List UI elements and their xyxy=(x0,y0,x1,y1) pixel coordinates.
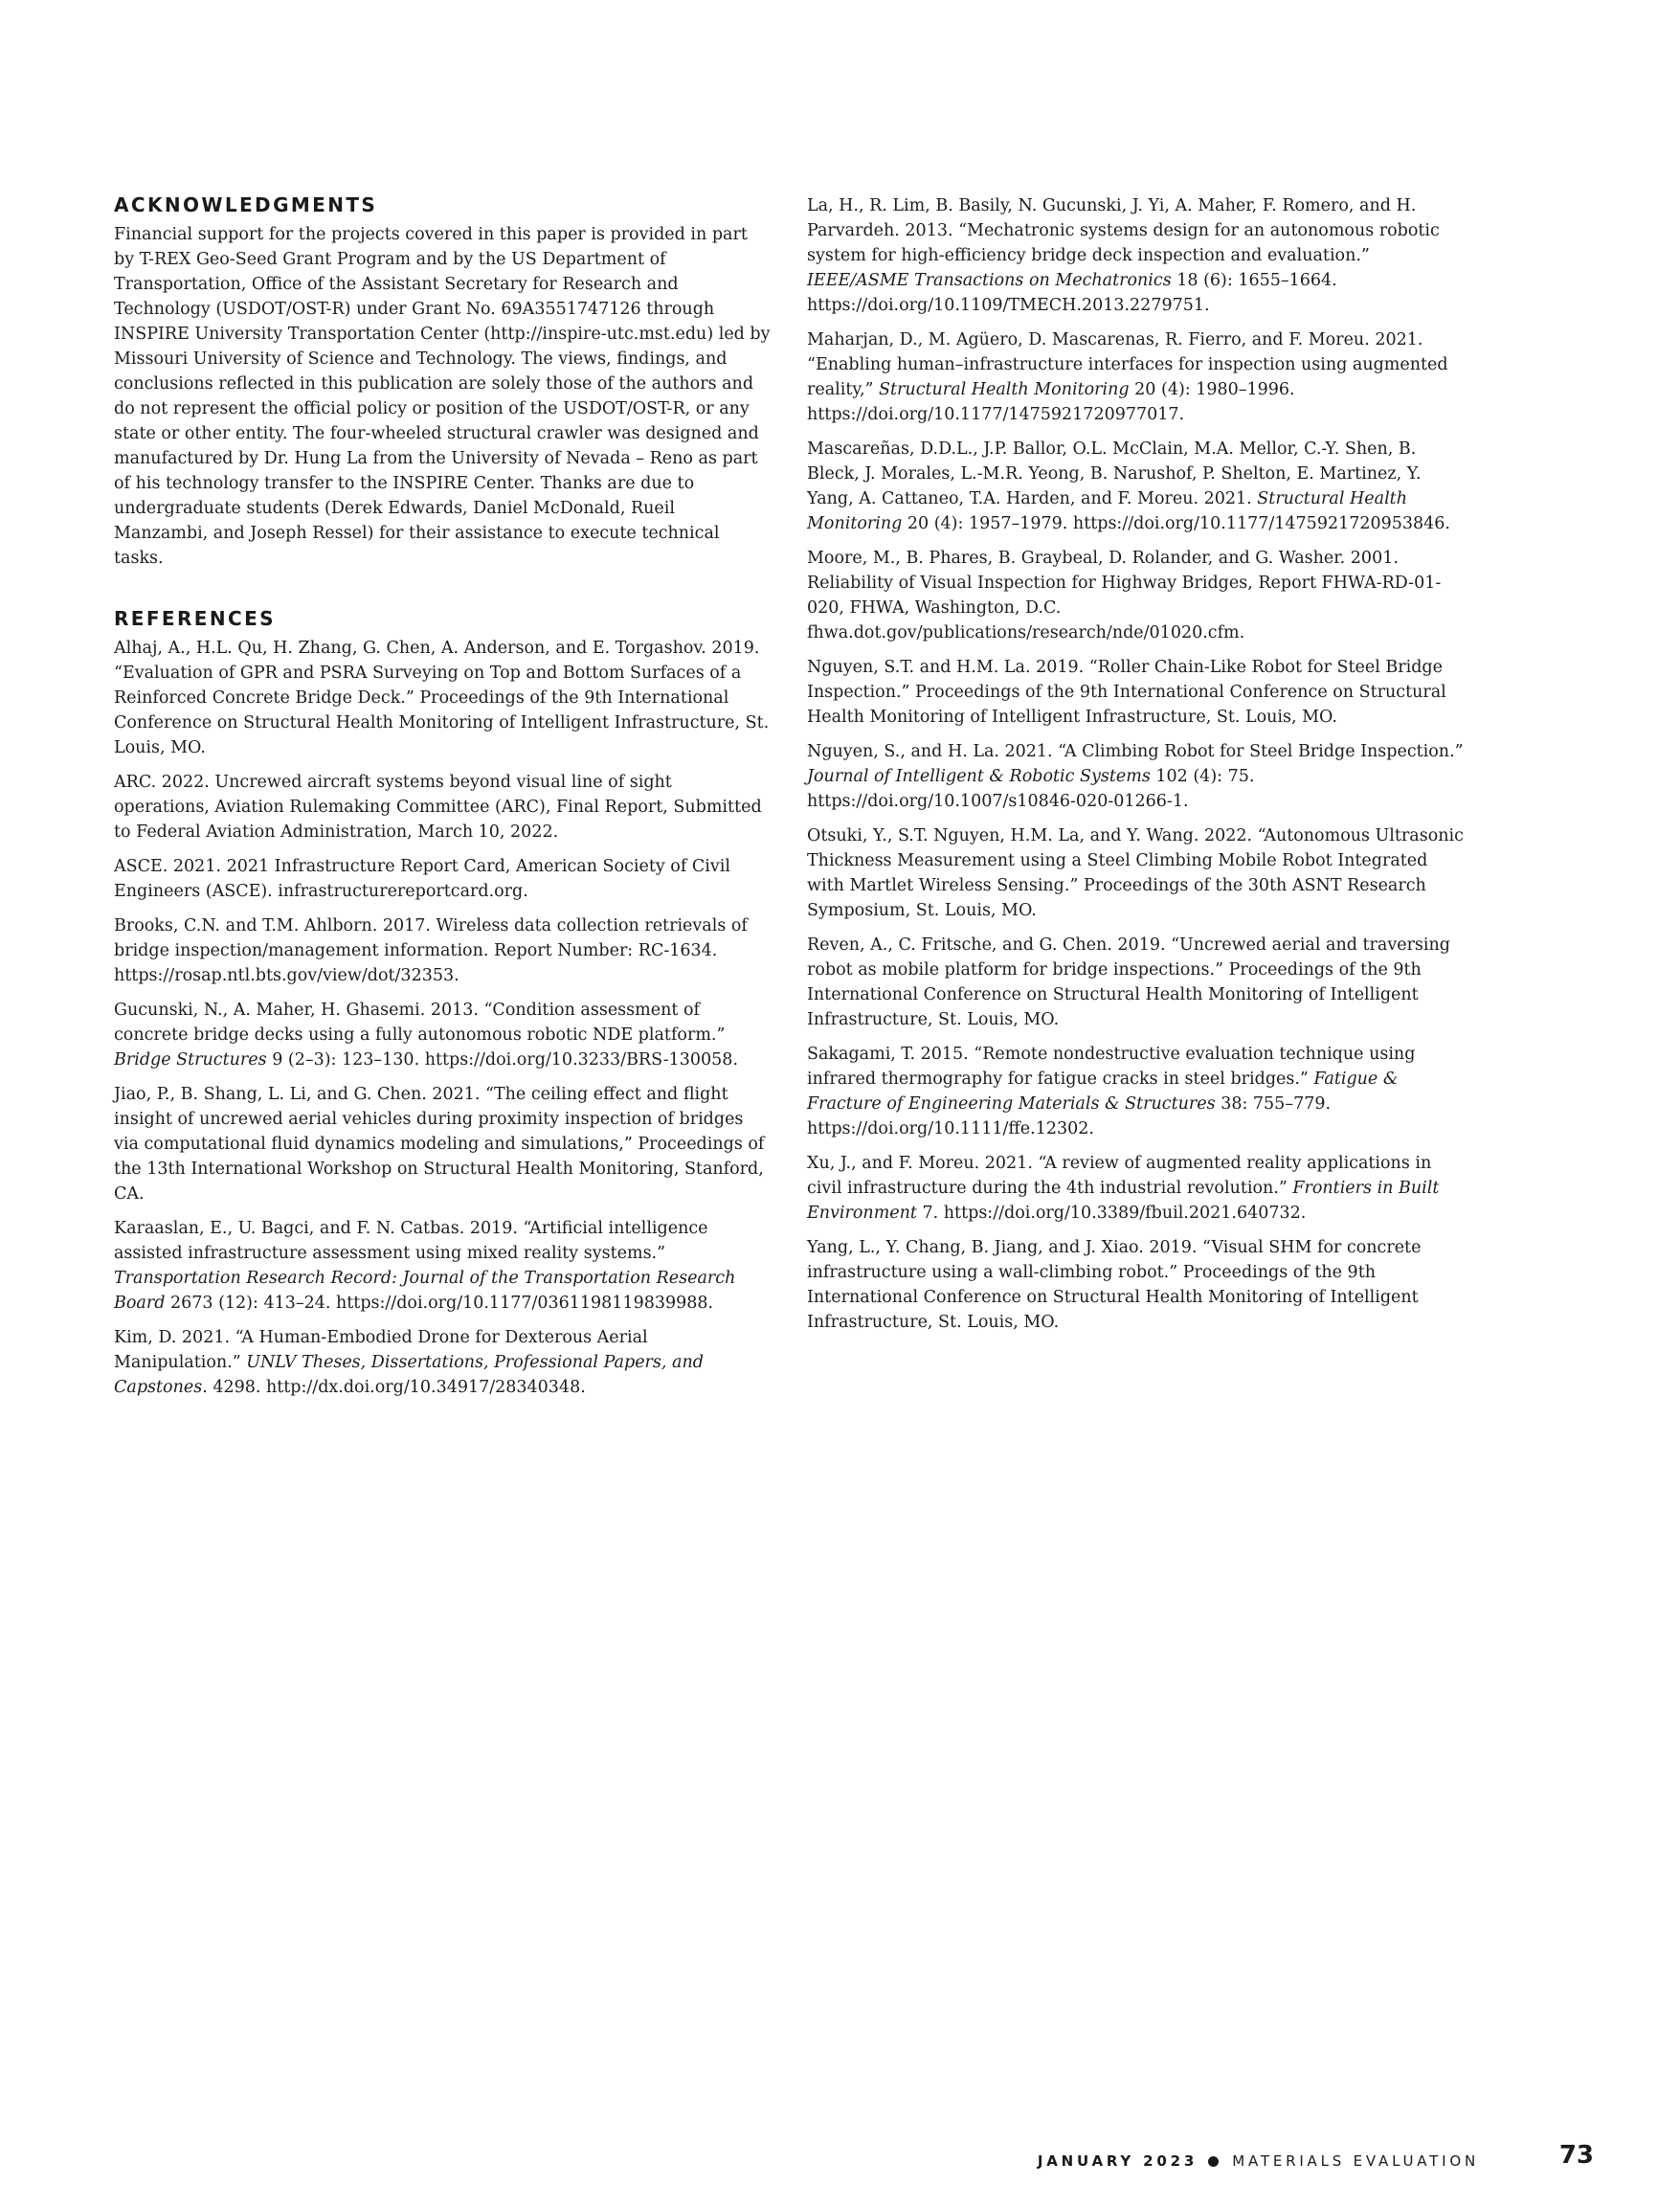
reference-item: Sakagami, T. 2015. “Remote nondestructive evaluation technique using infrared thermography for fatigue cracks in steel bridges.” Fatigue & Fracture of Engineering Materials & Structures 38: 755–779. https://doi.org/10.1111/ffe.12302. xyxy=(807,1045,1416,1138)
reference-item: Nguyen, S.T. and H.M. La. 2019. “Roller Chain-Like Robot for Steel Bridge Inspection.” Proceedings of the 9th International Conference on Structural Health Monitoring of Intelligent Infrastructure, St. Louis, MO. xyxy=(807,658,1446,727)
page-number: 73 xyxy=(1558,2141,1594,2170)
reference-item: Otsuki, Y., S.T. Nguyen, H.M. La, and Y. Wang. 2022. “Autonomous Ultrasonic Thickness Measurement using a Steel Climbing Mobile Robot Integrated with Martlet Wireless Sensing.” Proceedings of the 30th ASNT Research Symposium, St. Louis, MO. xyxy=(807,826,1464,920)
bullet-icon xyxy=(1208,2156,1219,2167)
reference-item: Jiao, P., B. Shang, L. Li, and G. Chen. 2021. “The ceiling effect and flight insight of uncrewed aerial vehicles during proximity inspection of bridges via computational fluid dynamics modeling and simulations,” Proceedings of the 13th International Workshop on Structural Health Monitoring, Stanford, CA. xyxy=(114,1085,765,1204)
reference-item: Brooks, C.N. and T.M. Ahlborn. 2017. Wireless data collection retrievals of bridge inspection/management information. Report Number: RC-1634. https://rosap.ntl.bts.gov/view/dot/32353. xyxy=(114,916,748,985)
reference-item: Kim, D. 2021. “A Human-Embodied Drone for Dexterous Aerial Manipulation.” UNLV Theses, Dissertations, Professional Papers, and Capstones. 4298. http://dx.doi.org/10.34917/28340348. xyxy=(114,1328,704,1397)
page-footer xyxy=(957,2133,1594,2172)
reference-item: Yang, L., Y. Chang, B. Jiang, and J. Xiao. 2019. “Visual SHM for concrete infrastructure using a wall-climbing robot.” Proceedings of the 9th International Conference on Structural Health Monitoring of Intelligent Infrastructure, St. Louis, MO. xyxy=(807,1238,1422,1332)
right-column xyxy=(807,193,1467,1344)
reference-item: Moore, M., B. Phares, B. Graybeal, D. Rolander, and G. Washer. 2001. Reliability of Visual Inspection for Highway Bridges, Report FHWA-RD-01-020, FHWA, Washington, D.C. fhwa.dot.gov/publications/research/nde/01020.cfm. xyxy=(807,549,1442,642)
reference-item: Xu, J., and F. Moreu. 2021. “A review of augmented reality applications in civil infrastructure during the 4th industrial revolution.” Frontiers in Built Environment 7. https://doi.org/10.3389/fbuil.2021.640732. xyxy=(807,1154,1440,1223)
reference-item: Mascareñas, D.D.L., J.P. Ballor, O.L. McClain, M.A. Mellor, C.-Y. Shen, B. Bleck, J. Morales, L.-M.R. Yeong, B. Narushof, P. Shelton, E. Martinez, Y. Yang, A. Cattaneo, T.A. Harden, and F. Moreu. 2021. Structural Health Monitoring 20 (4): 1957–1979. https://doi.org/10.1177/1475921720953846. xyxy=(807,439,1450,533)
acknowledgments-heading: ACKNOWLEDGMENTS xyxy=(114,193,378,216)
reference-item: Gucunski, N., A. Maher, H. Ghasemi. 2013. “Condition assessment of concrete bridge decks using a fully autonomous robotic NDE platform.” Bridge Structures 9 (2–3): 123–130. https://doi.org/10.3233/BRS-130058. xyxy=(114,1001,739,1070)
reference-item: La, H., R. Lim, B. Basily, N. Gucunski, J. Yi, A. Maher, F. Romero, and H. Parvardeh. 2013. “Mechatronic systems design for an autonomous robotic system for high-efficiency bridge deck inspection and evaluation.” IEEE/ASME Transactions on Mechatronics 18 (6): 1655–1664. https://doi.org/10.1109/TMECH.2013.2279751. xyxy=(807,196,1440,315)
footer-date: JANUARY 2023 xyxy=(1037,2152,1198,2170)
reference-item: Karaaslan, E., U. Bagci, and F. N. Catbas. 2019. “Artificial intelligence assisted infrastructure assessment using mixed reality systems.” Transportation Research Record: Journal of the Transportation Research Board 2673 (12): 413–24. https://doi.org/10.1177/0361198119839988. xyxy=(114,1219,736,1313)
footer-running-title xyxy=(1038,2152,1479,2170)
left-column xyxy=(114,193,771,1409)
reference-item: Maharjan, D., M. Agüero, D. Mascarenas, R. Fierro, and F. Moreu. 2021. “Enabling human–infrastructure interfaces for inspection using augmented reality,” Structural Health Monitoring 20 (4): 1980–1996. https://doi.org/10.1177/1475921720977017. xyxy=(807,330,1448,424)
references-heading: REFERENCES xyxy=(114,607,276,630)
reference-item: Nguyen, S., and H. La. 2021. “A Climbing Robot for Steel Bridge Inspection.” Journal of Intelligent & Robotic Systems 102 (4): 75. https://doi.org/10.1007/s10846-020-01266-1. xyxy=(807,742,1464,811)
reference-item: Reven, A., C. Fritsche, and G. Chen. 2019. “Uncrewed aerial and traversing robot as mobile platform for bridge inspections.” Proceedings of the 9th International Conference on Structural Health Monitoring of Intelligent Infrastructure, St. Louis, MO. xyxy=(807,935,1450,1029)
reference-item: Alhaj, A., H.L. Qu, H. Zhang, G. Chen, A. Anderson, and E. Torgashov. 2019. “Evaluation of GPR and PSRA Surveying on Top and Bottom Surfaces of a Reinforced Concrete Bridge Deck.” Proceedings of the 9th International Conference on Structural Health Monitoring of Intelligent Infrastructure, St. Louis, MO. xyxy=(114,639,770,757)
acknowledgments-text: Financial support for the projects covered in this paper is provided in part by T-REX Geo-Seed Grant Program and by the US Department of Transportation, Office of the Assistant Secretary for Research and Technology (USDOT/OST-R) under Grant No. 69A3551747126 through INSPIRE University Transportation Center (http://inspire-utc.mst.edu) led by Missouri University of Science and Technology. The views, findings, and conclusions reflected in this publication are solely those of the authors and do not represent the official policy or position of the USDOT/OST-R, or any state or other entity. The four-wheeled structural crawler was designed and manufactured by Dr. Hung La from the University of Nevada – Reno as part of his technology transfer to the INSPIRE Center. Thanks are due to undergraduate students (Derek Edwards, Daniel McDonald, Rueil Manzambi, and Joseph Ressel) for their assistance to execute technical tasks. xyxy=(114,225,771,568)
reference-item: ARC. 2022. Uncrewed aircraft systems beyond visual line of sight operations, Aviation Rulemaking Committee (ARC), Final Report, Submitted to Federal Aviation Administration, March 10, 2022. xyxy=(114,773,762,842)
footer-journal-name: MATERIALS EVALUATION xyxy=(1232,2152,1479,2170)
reference-item: ASCE. 2021. 2021 Infrastructure Report Card, American Society of Civil Engineers (ASCE). infrastructurereportcard.org. xyxy=(114,857,730,901)
